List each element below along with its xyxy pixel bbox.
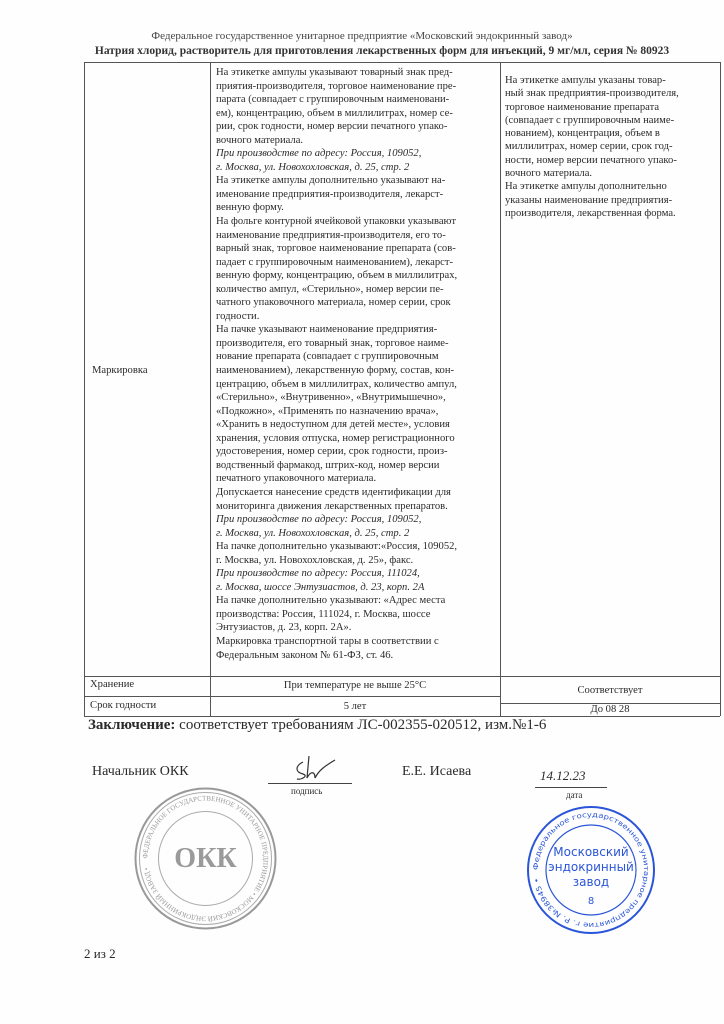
header-product: Натрия хлорид, растворитель для приготовления лекарственных форм для инъекций, 9 мг/мл, серия № 80923 xyxy=(94,45,670,57)
text-line: «Хранить в недоступном для детей месте», условия xyxy=(216,419,450,431)
text-line: г. Москва, ул. Новохохловская, д. 25, стр. 2 xyxy=(216,161,410,173)
text-line: На фольге контурной ячейковой упаковки указывают xyxy=(216,216,456,228)
text-line: При производстве по адресу: Россия, 111024, xyxy=(216,568,420,580)
shelf-life-result: До 08 28 xyxy=(590,704,630,715)
storage-result: Соответствует xyxy=(577,685,643,696)
text-line: нование препарата (совпадает с группировочным xyxy=(216,351,439,363)
text-line: (совпадает с группировочным наиме- xyxy=(505,114,675,126)
okk-stamp-center: ОКК xyxy=(174,843,237,874)
marking-requirement-text xyxy=(216,66,457,662)
text-line: водственный фармакод, штрих-код, номер версии xyxy=(216,459,440,471)
text-line: На пачке дополнительно указывают: «Адрес места xyxy=(216,595,446,607)
marking-result-text xyxy=(505,74,679,220)
okk-stamp xyxy=(133,786,278,931)
text-line: чатного упаковочного материала, номер серии, срок xyxy=(216,297,451,309)
text-line: варный знак, торговое наименование препарата (сов- xyxy=(216,243,456,255)
text-line: На этикетке ампулы указаны товар- xyxy=(505,75,666,86)
date-line xyxy=(535,787,607,788)
text-line: Энтузиастов, д. 23, корп. 2А». xyxy=(216,622,352,634)
text-line: хранения, условия отпуска, номер регистрационного xyxy=(216,432,455,444)
company-stamp-ring-text: Федеральное государственное унитарное предприятие г. Р. №38945 • xyxy=(531,810,651,930)
row-label-shelf-life: Срок годности xyxy=(90,700,157,711)
text-line: производителя, лекарственная форма. xyxy=(505,207,676,219)
text-line: рии, срок годности, номер версии печатного упако- xyxy=(216,121,448,133)
header-organization: Федеральное государственное унитарное предприятие «Московский эндокринный завод» xyxy=(151,30,573,42)
text-line: Федеральным законом № 61-ФЗ, ст. 46. xyxy=(216,649,394,661)
text-line: г. Москва, ул. Новохохловская, д. 25», факс. xyxy=(216,554,414,566)
text-line: вочного материала. xyxy=(216,134,304,146)
sign-date: 14.12.23 xyxy=(540,768,586,783)
table-border xyxy=(84,62,720,63)
text-line: На этикетке ампулы указывают товарный знак пред- xyxy=(216,67,453,78)
text-line: ный знак предприятия-производителя, xyxy=(505,88,679,100)
text-line: наименование предприятия-производителя, его то- xyxy=(216,229,446,241)
table-border xyxy=(84,62,85,716)
text-line: ем), концентрацию, объем в миллилитрах, номер се- xyxy=(216,107,453,119)
signature-icon xyxy=(285,752,345,782)
company-stamp xyxy=(525,804,657,936)
text-line: производства: Россия, 111024, г. Москва, шоссе xyxy=(216,608,431,620)
text-line: мониторинга движения лекарственных препаратов. xyxy=(216,500,448,512)
text-line: удостоверения, номер серии, срок годности, произ- xyxy=(216,446,448,458)
text-line: ности, номер версии печатного упако- xyxy=(505,154,677,166)
table-border xyxy=(84,696,500,697)
conclusion xyxy=(88,717,546,734)
text-line: нованием), концентрация, объем в xyxy=(505,128,660,140)
page-number: 2 из 2 xyxy=(84,946,116,961)
text-line: торговое наименование препарата xyxy=(505,101,660,113)
signature-caption: подпись xyxy=(291,786,323,796)
text-line: миллилитрах, номер серии, срок год- xyxy=(505,141,673,153)
position-title: Начальник ОКК xyxy=(92,764,189,779)
text-line: венную форму. xyxy=(216,202,284,214)
table-border xyxy=(720,62,721,716)
row-label-storage: Хранение xyxy=(90,679,135,690)
text-line: г. Москва, ул. Новохохловская, д. 25, стр. 2 xyxy=(216,527,410,539)
text-line: На пачке указывают наименование предприятия- xyxy=(216,324,438,336)
text-line: При производстве по адресу: Россия, 109052, xyxy=(216,514,422,526)
company-stamp-line-1: Московский xyxy=(553,845,629,859)
text-line: производителя, его товарный знак, торговое наиме- xyxy=(216,337,449,349)
row-label-marking: Маркировка xyxy=(92,365,148,376)
text-line: центрацию, объем в миллилитрах, количество ампул, xyxy=(216,378,457,390)
conclusion-label: Заключение: xyxy=(88,717,176,733)
shelf-life-requirement: 5 лет xyxy=(343,701,367,712)
text-line: Маркировка транспортной тары в соответствии с xyxy=(216,635,439,647)
company-stamp-line-2: эндокринный xyxy=(548,860,634,874)
text-line: венную форму, концентрацию, объем в миллилитрах, xyxy=(216,270,458,282)
text-line: именование предприятия-производителя, лекарст- xyxy=(216,188,444,200)
text-line: г. Москва, шоссе Энтузиастов, д. 23, корп. 2А xyxy=(216,581,425,593)
text-line: количество ампул, «Стерильно», номер версии пе- xyxy=(216,283,444,295)
text-line: На этикетке ампулы дополнительно указывают на- xyxy=(216,175,446,187)
text-line: вочного материала. xyxy=(505,168,593,180)
text-line: падает с группировочным наименованием), лекарст- xyxy=(216,256,453,268)
signature-line xyxy=(268,783,352,784)
text-line: парата (совпадает с группировочным наименовани- xyxy=(216,94,450,106)
table-border xyxy=(84,676,720,677)
signer-name: Е.Е. Исаева xyxy=(402,764,472,779)
text-line: При производстве по адресу: Россия, 109052, xyxy=(216,148,422,160)
table-border xyxy=(500,62,501,716)
date-caption: дата xyxy=(566,790,583,800)
text-line: указаны наименование предприятия- xyxy=(505,194,673,206)
text-line: приятия-производителя, торговое наименование пре- xyxy=(216,80,457,92)
storage-requirement: При температуре не выше 25°C xyxy=(283,680,427,691)
text-line: печатного упаковочного материала. xyxy=(216,473,377,485)
table-border xyxy=(210,62,211,716)
text-line: «Подкожно», «Применять по назначению врача», xyxy=(216,405,439,417)
text-line: наименованием), лекарственную форму, состав, кон- xyxy=(216,365,455,377)
text-line: «Стерильно», «Внутривенно», «Внутримышечно», xyxy=(216,392,446,404)
company-stamp-line-3: завод xyxy=(572,875,610,889)
okk-stamp-ring-text: ФЕДЕРАЛЬНОЕ ГОСУДАРСТВЕННОЕ УНИТАРНОЕ ПРЕДПРИЯТИЕ • МОСКОВСКИЙ ЭНДОКРИННЫЙ ЗАВОД • xyxy=(141,794,270,923)
text-line: На этикетке ампулы дополнительно xyxy=(505,181,667,193)
text-line: Допускается нанесение средств идентификации для xyxy=(216,486,451,498)
text-line: годности. xyxy=(216,310,260,322)
conclusion-text: соответствует требованиям ЛС-002355-020512, изм.№1-6 xyxy=(175,717,547,733)
company-stamp-number: 8 xyxy=(587,896,595,907)
text-line: На пачке дополнительно указывают:«Россия, 109052, xyxy=(216,541,458,553)
